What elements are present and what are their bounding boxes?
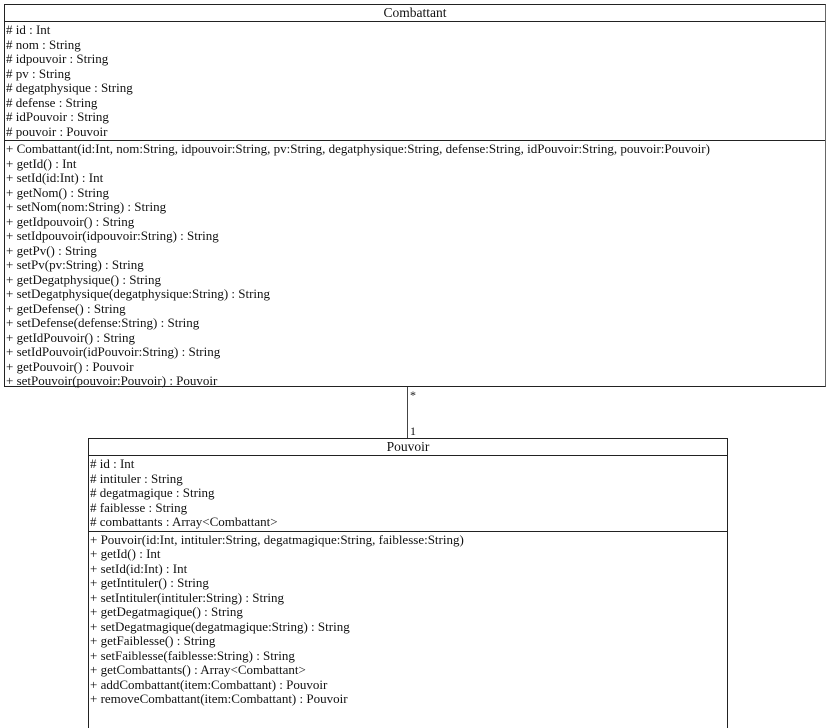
attribute: # idPouvoir : String xyxy=(6,109,109,124)
method: + getPouvoir() : Pouvoir xyxy=(6,358,134,374)
attributes-section xyxy=(5,22,825,141)
methods-section xyxy=(89,532,727,708)
method: + getDefense() : String xyxy=(6,300,126,316)
class-name: Combattant xyxy=(5,5,825,22)
attribute: # faiblesse : String xyxy=(90,499,188,515)
method: + setFaiblesse(faiblesse:String) : String xyxy=(90,647,295,663)
method: + setIdPouvoir(idPouvoir:String) : String xyxy=(6,344,221,359)
method: + getId() : Int xyxy=(6,155,77,171)
method: + getDegatmagique() : String xyxy=(90,604,243,619)
methods-section xyxy=(5,141,825,390)
attribute: # defense : String xyxy=(6,94,98,110)
method: + getIdpouvoir() : String xyxy=(6,213,135,229)
attribute: # nom : String xyxy=(6,36,81,52)
association-line[interactable] xyxy=(407,387,408,438)
attribute: # pv : String xyxy=(6,65,71,81)
method: + getNom() : String xyxy=(6,184,110,200)
method: + setIdpouvoir(idpouvoir:String) : String xyxy=(6,228,219,243)
method: + getIntituler() : String xyxy=(90,575,209,590)
method: + removeCombattant(item:Combattant) : Pouvoir xyxy=(90,691,348,706)
method: + setPv(pv:String) : String xyxy=(6,257,144,272)
method: + setDegatmagique(degatmagique:String) : String xyxy=(90,618,350,634)
class-name: Pouvoir xyxy=(89,439,727,456)
method: + getFaiblesse() : String xyxy=(90,633,216,648)
multiplicity-one: 1 xyxy=(410,424,416,438)
attribute: # intituler : String xyxy=(90,470,183,486)
attribute: # id : Int xyxy=(90,456,135,471)
attribute: # id : Int xyxy=(6,22,51,37)
class-combattant[interactable] xyxy=(4,4,826,387)
method: + getId() : Int xyxy=(90,546,161,561)
method: + setIntituler(intituler:String) : String xyxy=(90,589,285,605)
attribute: # idpouvoir : String xyxy=(6,51,109,66)
attribute: # pouvoir : Pouvoir xyxy=(6,123,108,139)
method: + getCombattants() : Array<Combattant> xyxy=(90,662,306,677)
method: + setNom(nom:String) : String xyxy=(6,199,167,214)
method: + setPouvoir(pouvoir:Pouvoir) : Pouvoir xyxy=(6,373,218,388)
attribute: # combattants : Array<Combattant> xyxy=(90,514,278,529)
method: + addCombattant(item:Combattant) : Pouvoir xyxy=(90,676,328,692)
attribute: # degatphysique : String xyxy=(6,80,133,95)
attributes-section xyxy=(89,456,727,532)
multiplicity-many: * xyxy=(410,388,416,402)
method: + setId(id:Int) : Int xyxy=(6,170,104,185)
method: + setDegatphysique(degatphysique:String) : String xyxy=(6,286,271,301)
method: + getPv() : String xyxy=(6,242,97,258)
method: + getIdPouvoir() : String xyxy=(6,329,136,345)
class-pouvoir[interactable] xyxy=(88,438,728,728)
method: + Pouvoir(id:Int, intituler:String, degatmagique:String, faiblesse:String) xyxy=(90,531,464,547)
method: + Combattant(id:Int, nom:String, idpouvoir:String, pv:String, degatphysique:String, defense:String, idPouvoir:String, pouvoir:Pouvoir) xyxy=(6,141,710,156)
method: + setDefense(defense:String) : String xyxy=(6,315,200,330)
method: + getDegatphysique() : String xyxy=(6,271,161,287)
attribute: # degatmagique : String xyxy=(90,485,215,500)
method: + setId(id:Int) : Int xyxy=(90,560,188,576)
